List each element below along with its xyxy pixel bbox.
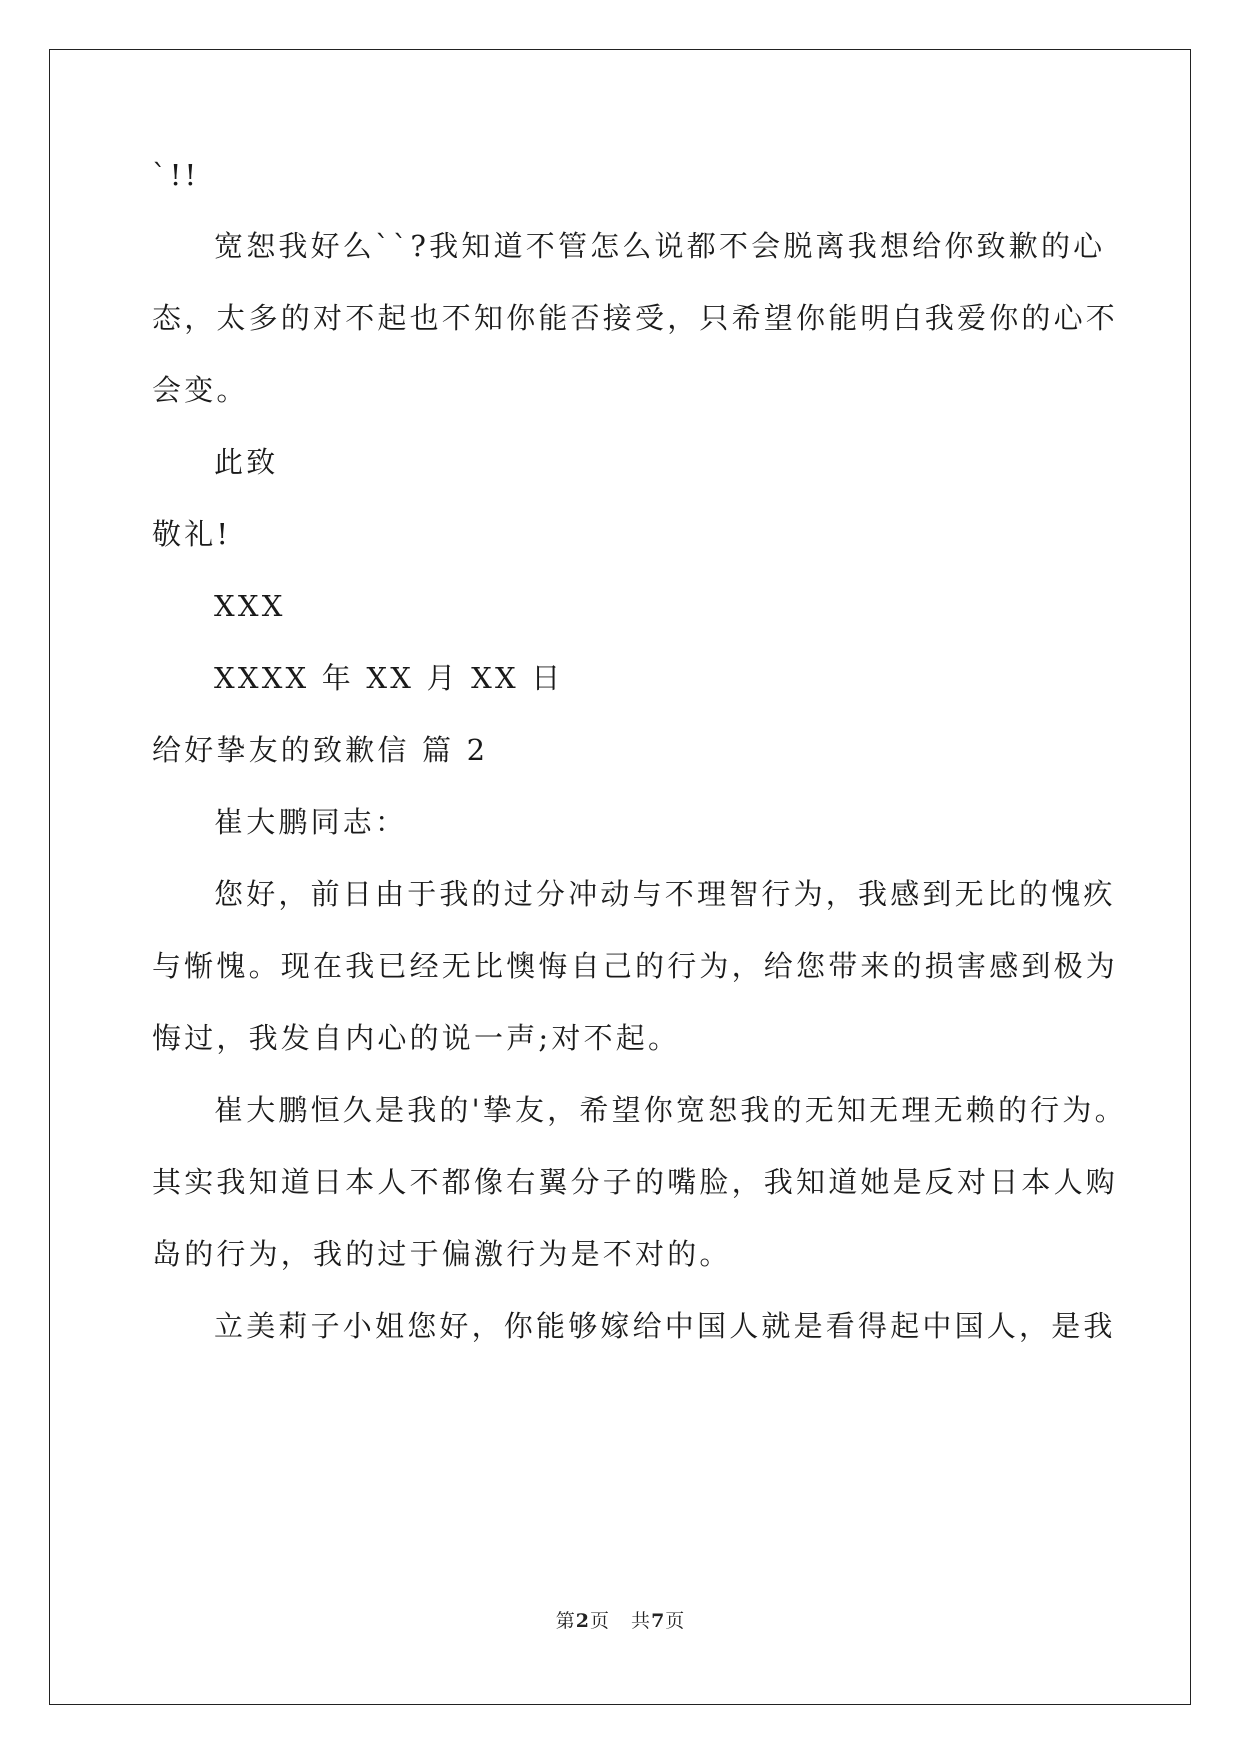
text-line: 悔过，我发自内心的说一声;对不起。: [152, 1021, 681, 1055]
text-line: `!!: [152, 158, 200, 192]
current-page-number: 2: [575, 1610, 590, 1632]
text-line: 会变。: [152, 373, 249, 407]
signature-date: XXXX 年 XX 月 XX 日: [214, 661, 564, 695]
section-title: 给好挚友的致歉信 篇 2: [152, 733, 489, 767]
text-line: 态，太多的对不起也不知你能否接受，只希望你能明白我爱你的心不: [152, 301, 1119, 335]
paragraph-line: 宽恕我好么``?我知道不管怎么说都不会脱离我想给你致歉的心: [214, 229, 1106, 263]
paragraph-line: 您好，前日由于我的过分冲动与不理智行为，我感到无比的愧疚: [214, 877, 1116, 911]
total-pages-number: 7: [651, 1610, 666, 1632]
text-line: 与惭愧。现在我已经无比懊悔自己的行为，给您带来的损害感到极为: [152, 949, 1119, 983]
closing-phrase: 此致: [214, 445, 279, 479]
footer-prefix: 第: [555, 1610, 576, 1632]
signature-name: XXX: [214, 589, 286, 623]
greeting: 崔大鹏同志：: [214, 805, 408, 839]
paragraph-line: 崔大鹏恒久是我的'挚友，希望你宽恕我的无知无理无赖的行为。: [214, 1093, 1127, 1127]
salutation-closing: 敬礼!: [152, 517, 232, 551]
text-line: 其实我知道日本人不都像右翼分子的嘴脸，我知道她是反对日本人购: [152, 1165, 1119, 1199]
paragraph-line: 立美莉子小姐您好，你能够嫁给中国人就是看得起中国人，是我: [214, 1309, 1116, 1343]
footer-suffix: 页: [665, 1610, 686, 1632]
footer-middle: 页 共: [589, 1610, 652, 1632]
text-line: 岛的行为，我的过于偏激行为是不对的。: [152, 1237, 732, 1271]
page-footer: [0, 1606, 1241, 1633]
